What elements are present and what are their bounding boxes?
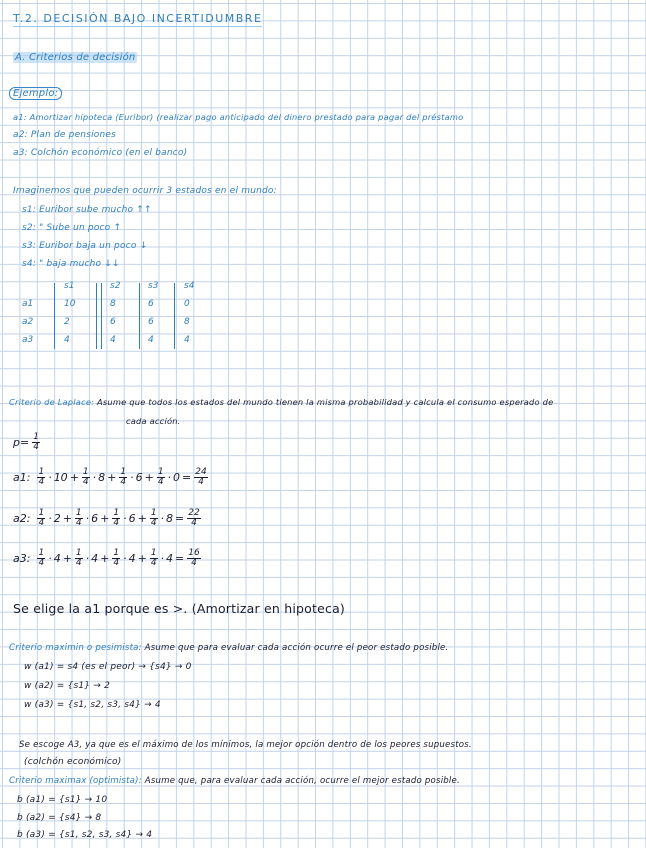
fraction-denominator: 4 — [75, 558, 82, 568]
action-a3: a3: Colchón económico (en el banco) — [13, 148, 188, 158]
maximax-b-a2: b (a2) = {s4} → 8 — [17, 813, 102, 823]
laplace-line-1 — [9, 397, 553, 407]
table-divider — [174, 283, 175, 349]
example-label — [9, 88, 62, 99]
section-heading-text: A. Criterios de decisión — [15, 52, 136, 63]
table-cell: 0 — [184, 299, 190, 309]
fraction — [194, 468, 207, 487]
probability-fraction — [32, 433, 40, 452]
fraction-numerator: 1 — [75, 548, 82, 558]
fraction — [82, 468, 90, 487]
laplace-eq-a1: a1: $\frac{1}{4}$ · 10 + $\frac{1}{4}$ · 8 + $\frac{1}{4}$ · 6 + $\frac{1}{4}$ · 0 = $\frac{24}{4}$ — [13, 467, 207, 487]
fraction-numerator: 1 — [38, 508, 45, 518]
fraction — [112, 509, 120, 528]
table-cell: 6 — [110, 317, 116, 327]
fraction — [37, 468, 45, 487]
equation-term: 8 — [166, 512, 174, 525]
fraction — [37, 549, 45, 568]
fraction-denominator: 4 — [150, 558, 157, 568]
fraction-denominator: 4 — [198, 477, 204, 487]
fraction-denominator: 4 — [38, 518, 45, 528]
laplace-desc-1: Asume que todos los estados del mundo tienen la misma probabilidad y calcula el consumo esperado de — [96, 397, 554, 407]
equation-label: a1: — [13, 471, 31, 484]
fraction-numerator: 1 — [120, 467, 127, 477]
fraction-numerator: 1 — [75, 508, 82, 518]
table-row-action: a1 — [22, 299, 34, 309]
fraction-numerator: 24 — [195, 467, 207, 477]
fraction-numerator: 1 — [157, 467, 164, 477]
fraction — [150, 549, 158, 568]
equation-term: 0 — [173, 471, 181, 484]
fraction-numerator: 1 — [150, 548, 157, 558]
fraction-denominator: 4 — [82, 477, 89, 487]
table-cell: 10 — [64, 299, 76, 309]
maximin-label: Criterio maximin o pesimista: — [9, 643, 142, 653]
maximin-w-a1: w (a1) = s4 (es el peor) → {s4} → 0 — [24, 662, 192, 672]
action-a2: a2: Plan de pensiones — [13, 130, 117, 140]
probability-label: p= — [13, 436, 30, 449]
page-title — [13, 12, 262, 25]
equation-term: 6 — [135, 471, 143, 484]
fraction-numerator: 1 — [82, 467, 89, 477]
table-row-action: a3 — [22, 335, 34, 345]
fraction-denominator: 4 — [150, 518, 157, 528]
table-cell: 4 — [148, 335, 154, 345]
table-divider — [96, 283, 97, 349]
fraction-numerator: 1 — [113, 548, 120, 558]
laplace-conclusion: Se elige la a1 porque es >. (Amortizar en hipoteca) — [13, 601, 346, 616]
fraction-numerator: 1 — [113, 508, 120, 518]
equation-term: 4 — [53, 552, 61, 565]
laplace-desc-2: cada acción. — [126, 416, 181, 426]
maximax-desc: Asume que, para evaluar cada acción, ocurre el mejor estado posible. — [144, 776, 460, 786]
table-cell: 4 — [64, 335, 70, 345]
table-cell: 4 — [184, 335, 190, 345]
fraction-numerator: 1 — [33, 432, 39, 442]
maximin-desc: Asume que para evaluar cada acción ocurre el peor estado posible. — [144, 643, 449, 653]
equation-term: 10 — [53, 471, 68, 484]
fraction-denominator: 4 — [38, 477, 45, 487]
fraction-numerator: 1 — [38, 467, 45, 477]
maximin-conclusion: Se escoge A3, ya que es el máximo de los mínimos, la mejor opción dentro de los peores supuestos. — [19, 740, 472, 750]
fraction-denominator: 4 — [120, 477, 127, 487]
table-divider — [101, 283, 102, 349]
table-cell: 6 — [148, 299, 154, 309]
action-a1: a1: Amortizar hipoteca (Euribor) (realizar pago anticipado del dinero prestado para pagar del préstamo — [13, 112, 464, 122]
page-title-text: T.2. DECISIÓN BAJO INCERTIDUMBRE — [13, 12, 263, 25]
table-header-cell: s2 — [110, 281, 121, 291]
table-divider — [54, 283, 55, 349]
fraction-numerator: 22 — [188, 508, 200, 518]
fraction — [112, 549, 120, 568]
equation-label: a3: — [13, 552, 31, 565]
table-header-cell: s3 — [148, 281, 159, 291]
fraction-denominator: 4 — [113, 518, 120, 528]
fraction-denominator: 4 — [33, 442, 39, 452]
fraction-numerator: 16 — [188, 548, 200, 558]
state-s2: s2: " Sube un poco ↑ — [22, 223, 122, 233]
table-cell: 6 — [148, 317, 154, 327]
table-row-action: a2 — [22, 317, 34, 327]
fraction — [119, 468, 127, 487]
states-intro: Imaginemos que pueden ocurrir 3 estados en el mundo: — [13, 186, 277, 196]
table-divider — [139, 283, 140, 349]
fraction — [187, 509, 200, 528]
section-heading — [13, 52, 137, 63]
maximax-line — [9, 776, 460, 786]
laplace-label: Criterio de Laplace: — [9, 397, 95, 407]
maximin-line — [9, 643, 448, 653]
table-header-cell: s4 — [184, 281, 195, 291]
table-cell: 8 — [110, 299, 116, 309]
fraction-denominator: 4 — [38, 558, 45, 568]
example-label-text: Ejemplo: — [9, 87, 62, 100]
state-s4: s4: " baja mucho ↓↓ — [22, 259, 120, 269]
maximin-w-a3: w (a3) = {s1, s2, s3, s4} → 4 — [24, 700, 161, 710]
laplace-eq-a3: a3: $\frac{1}{4}$ · 4 + $\frac{1}{4}$ · 4 + $\frac{1}{4}$ · 4 + $\frac{1}{4}$ · 4 = $\frac{16}{4}$ — [13, 548, 200, 568]
fraction-denominator: 4 — [191, 518, 197, 528]
equation-label: a2: — [13, 512, 31, 525]
fraction-numerator: 1 — [38, 548, 45, 558]
fraction-numerator: 1 — [150, 508, 157, 518]
equation-term: 2 — [53, 512, 61, 525]
fraction-denominator: 4 — [157, 477, 164, 487]
equation-term: 4 — [91, 552, 99, 565]
state-s3: s3: Euribor baja un poco ↓ — [22, 241, 148, 251]
fraction — [187, 549, 200, 568]
laplace-eq-a2: a2: $\frac{1}{4}$ · 2 + $\frac{1}{4}$ · 6 + $\frac{1}{4}$ · 6 + $\frac{1}{4}$ · 8 = $\frac{22}{4}$ — [13, 508, 200, 528]
fraction — [75, 509, 83, 528]
fraction-denominator: 4 — [113, 558, 120, 568]
table-cell: 4 — [110, 335, 116, 345]
maximin-conclusion-note: (colchón económico) — [24, 757, 122, 767]
maximin-w-a2: w (a2) = {s1} → 2 — [24, 681, 111, 691]
table-cell: 2 — [64, 317, 70, 327]
equation-term: 6 — [91, 512, 99, 525]
fraction — [75, 549, 83, 568]
equation-term: 8 — [98, 471, 106, 484]
fraction — [37, 509, 45, 528]
maximax-b-a3: b (a3) = {s1, s2, s3, s4} → 4 — [17, 830, 153, 840]
maximax-b-a1: b (a1) = {s1} → 10 — [17, 795, 108, 805]
equation-term: 4 — [166, 552, 174, 565]
fraction — [157, 468, 165, 487]
equation-term: 6 — [128, 512, 136, 525]
equation-term: 4 — [128, 552, 136, 565]
fraction-denominator: 4 — [191, 558, 197, 568]
state-s1: s1: Euribor sube mucho ↑↑ — [22, 205, 152, 215]
fraction-denominator: 4 — [75, 518, 82, 528]
maximax-label: Criterio maximax (optimista): — [9, 776, 142, 786]
laplace-probability — [13, 433, 41, 452]
fraction — [150, 509, 158, 528]
table-header-cell: s1 — [64, 281, 75, 291]
table-cell: 8 — [184, 317, 190, 327]
